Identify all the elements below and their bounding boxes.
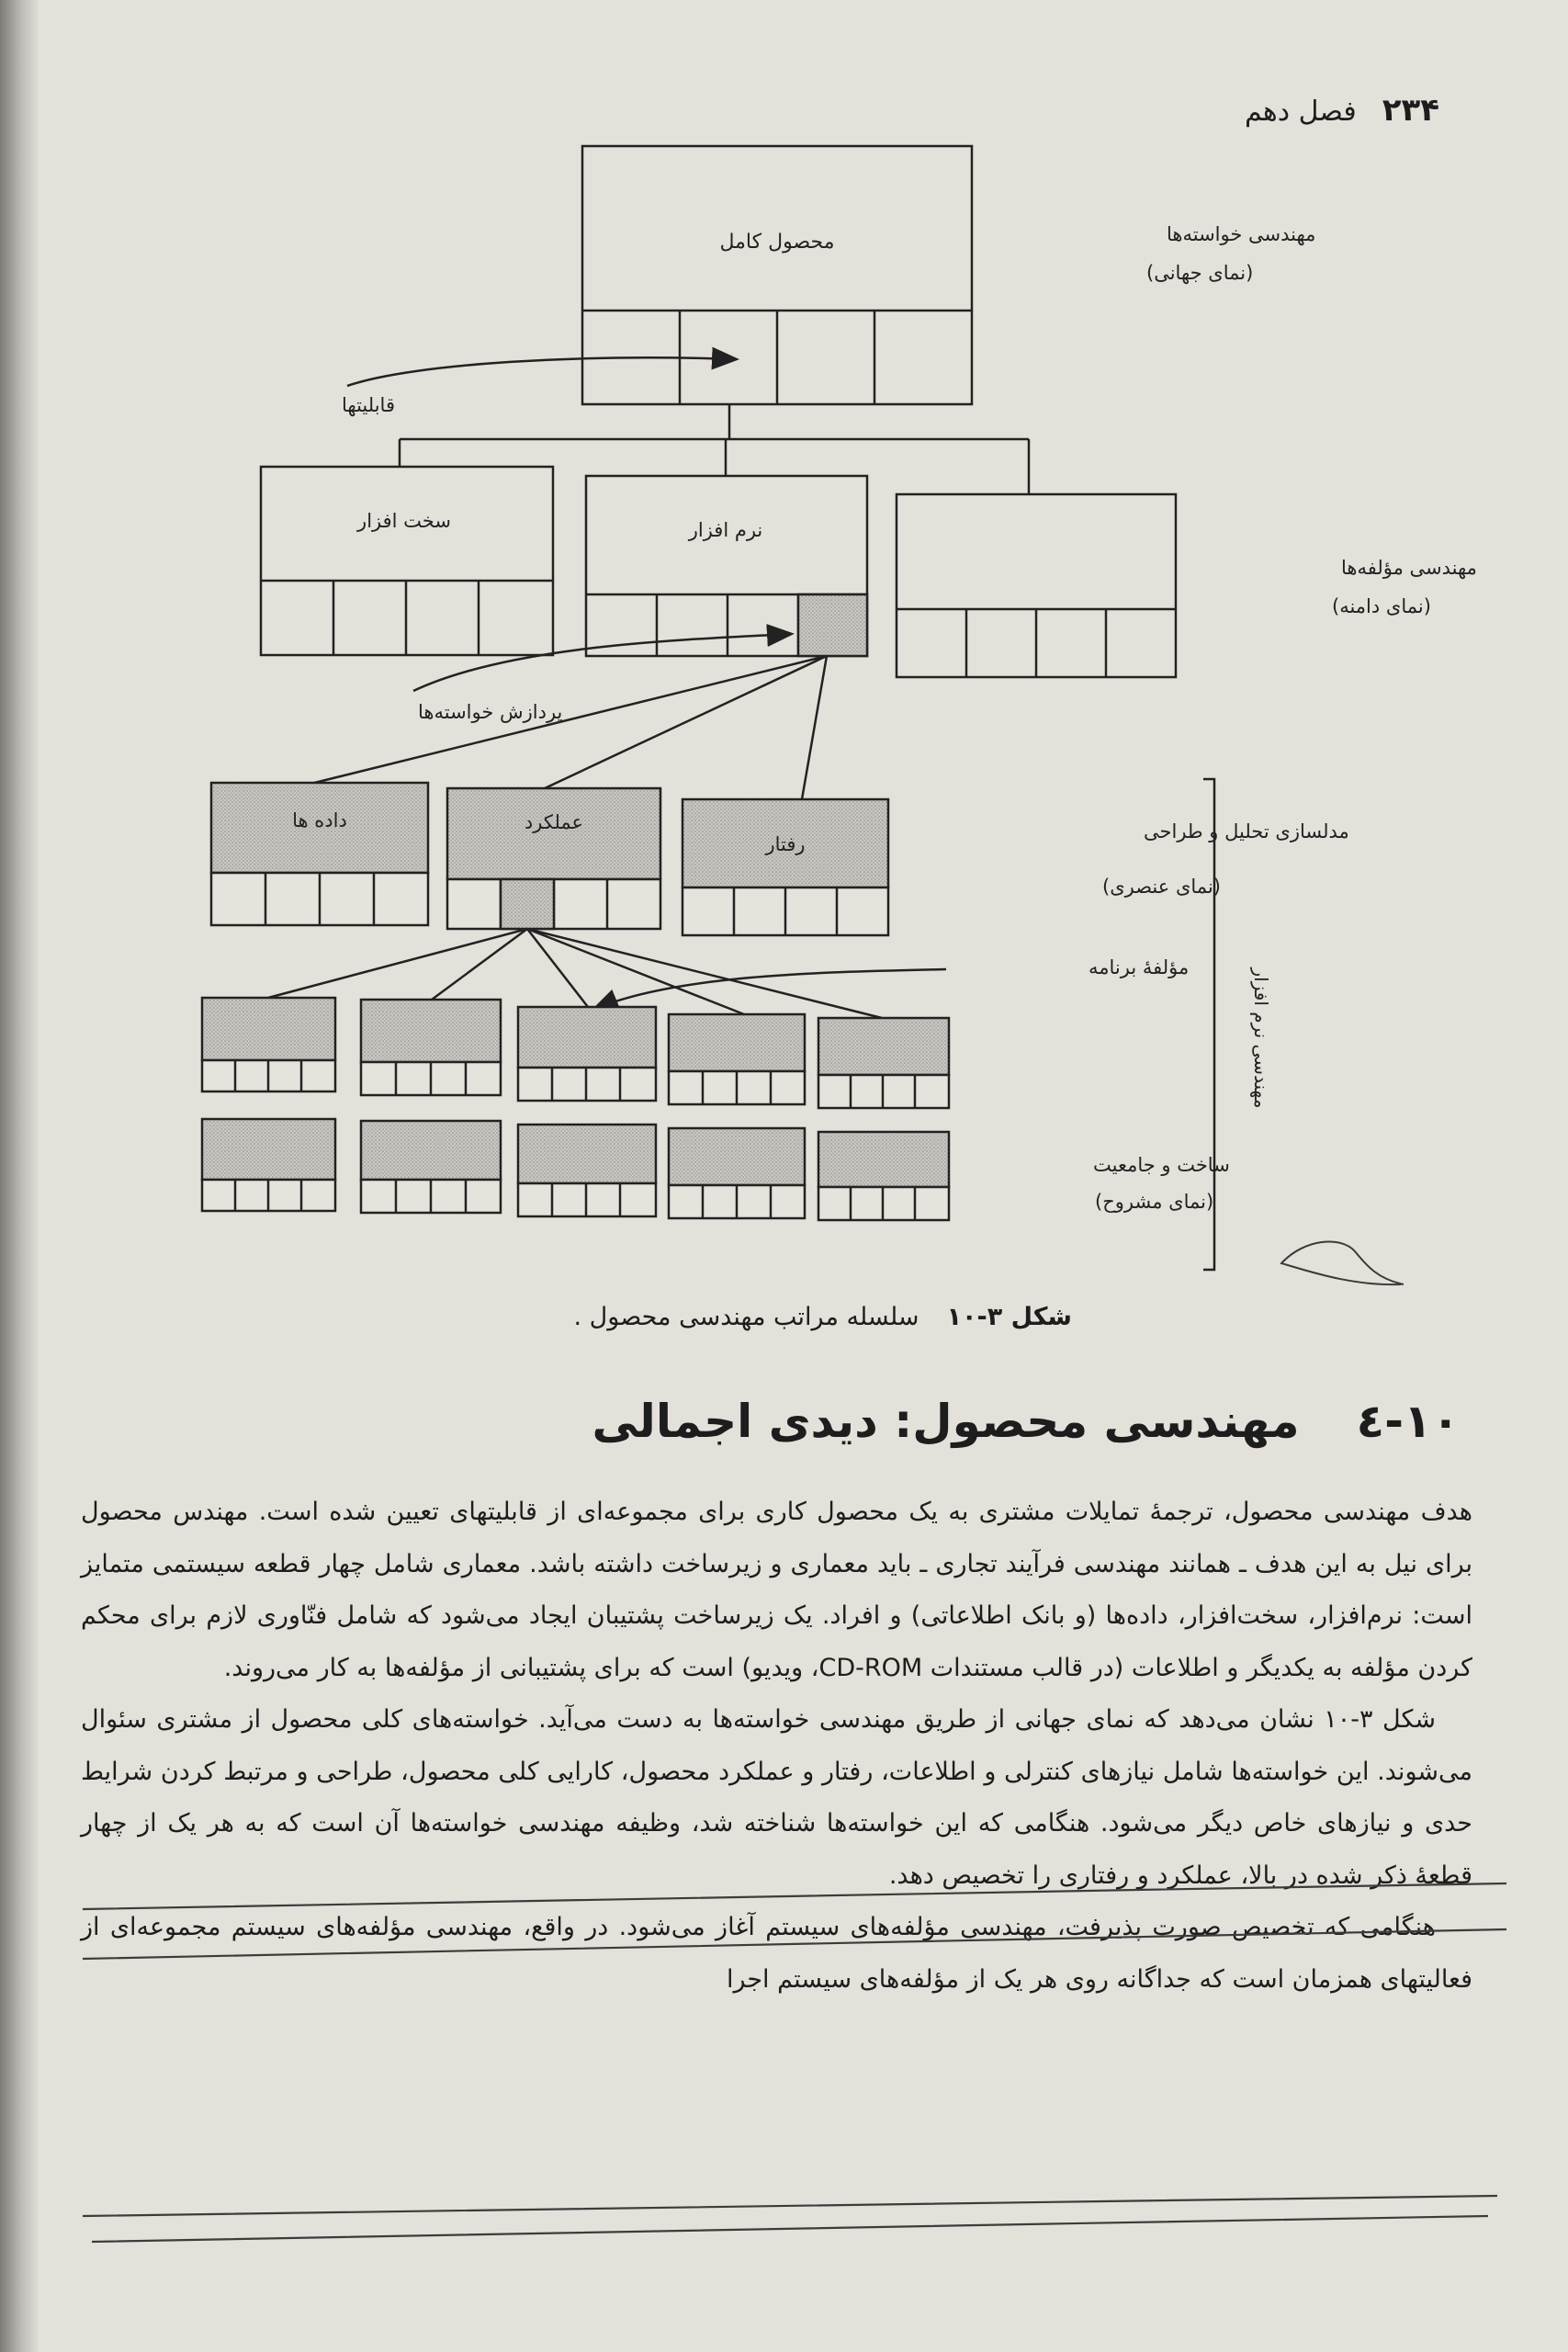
software-selected-cell <box>798 594 867 656</box>
figure-caption-text: سلسله مراتب مهندسی محصول . <box>573 1303 919 1331</box>
behavior-label: رفتار <box>765 833 806 855</box>
body-text <box>81 1487 1472 2006</box>
hardware-box <box>261 467 553 655</box>
component-box-r2-3 <box>518 1125 656 1216</box>
requirements-processing-label: پردازش خواسته‌ها <box>418 701 563 723</box>
element-view-label: (نمای عنصری) <box>1102 876 1221 898</box>
domain-view-label: (نمای دامنه) <box>1332 595 1431 617</box>
component-box-r1-3 <box>518 1007 656 1101</box>
third-component-box <box>897 494 1176 677</box>
capabilities-label: قابلیتها <box>342 394 395 416</box>
connector-level2-level3 <box>292 656 827 799</box>
data-box <box>211 783 428 925</box>
behavior-box <box>682 799 888 935</box>
figure-caption-label: شکل ۳-۱۰ <box>946 1303 1072 1331</box>
component-box-r1-2 <box>361 1000 501 1095</box>
section-title: مهندسی محصول: دیدی اجمالی <box>592 1395 1300 1448</box>
component-box-r2-4 <box>669 1128 805 1218</box>
capabilities-arrow <box>347 357 735 386</box>
software-label: نرم افزار <box>688 519 763 541</box>
data-label: داده ها <box>292 809 347 831</box>
component-box-r1-5 <box>818 1018 949 1108</box>
construction-label: ساخت و جامعیت <box>1093 1154 1230 1176</box>
complete-product-label: محصول کامل <box>719 231 835 254</box>
section-number: ۱۰-٤ <box>1356 1395 1460 1448</box>
component-box-r2-1 <box>202 1119 335 1211</box>
paragraph: هدف مهندسی محصول، ترجمهٔ تمایلات مشتری به یک محصول کاری برای مجموعه‌ای از قابلیتهای تعیین شده است. مهندس محصول برای نیل به این هدف ـ همانند مهندسی فرآیند تجاری ـ باید معماری و زیرساخت داشته باشد. معماری شامل چهار قطعه سیستمی متمایز است: نرم‌افزار، سخت‌افزار، داده‌ها (و بانک اطلاعاتی) و افراد. یک زیرساخت پشتیبان ایجاد می‌شود که شامل فنّاوری لازم برای محکم کردن مؤلفه به یکدیگر و اطلاعات (در قالب مستندات CD-ROM، ویدیو) است که برای پشتیبانی از مؤلفه‌ها به کار می‌روند. <box>81 1498 1472 1682</box>
component-box-r2-2 <box>361 1121 501 1213</box>
paragraph: شکل ۳-۱۰ نشان می‌دهد که نمای جهانی از طریق مهندسی خواسته‌ها به دست می‌آید. خواسته‌های کلی محصول از مشتری سئوال می‌شوند. این خواسته‌ها شامل نیازهای کنترلی و اطلاعات، رفتار و عملکرد محصول، کارایی کلی محصول، طراحی و مرتبط کردن شرایط حدی و نیازهای خاص دیگر می‌شود. هنگامی که این خواسته‌ها شناخته شد، وظیفه مهندسی خواسته‌ها آن است که به هر یک از چهار قطعهٔ ذکر شده در بالا، عملکرد و رفتاری را تخصیص دهد. <box>81 1705 1472 1890</box>
complete-product-box <box>582 146 972 404</box>
component-box-r1-1 <box>202 998 335 1091</box>
component-engineering-label: مهندسی مؤلفه‌ها <box>1341 557 1477 579</box>
program-component-label: مؤلفهٔ برنامه <box>1089 956 1190 978</box>
paragraph: هنگامی که تخصیص صورت پذیرفت، مهندسی مؤلفه‌های سیستم آغاز می‌شود. در واقع، مهندسی مؤلفه‌های سیستم مجموعه‌ای از فعالیتهای همزمان است که جداگانه روی هر یک از مؤلفه‌های سیستم اجرا <box>81 1913 1472 1994</box>
requirements-engineering-label: مهندسی خواسته‌ها <box>1167 223 1316 245</box>
world-view-label: (نمای جهانی) <box>1146 262 1254 284</box>
figure-caption <box>573 1303 1072 1331</box>
analysis-design-label: مدلسازی تحلیل و طراحی <box>1144 820 1349 842</box>
page-number: ۲۳۴ <box>1382 92 1439 129</box>
function-label: عملکرد <box>524 811 584 833</box>
software-engineering-label: مهندسی نرم افزار <box>1250 967 1272 1109</box>
hardware-label: سخت افزار <box>357 510 451 532</box>
connector-level1-level2 <box>400 404 1029 494</box>
section-heading <box>592 1395 1460 1448</box>
component-box-r2-5 <box>818 1132 949 1220</box>
function-selected-cell <box>501 879 554 929</box>
requirements-processing-arrow <box>413 634 790 691</box>
chapter-title: فصل دهم <box>1244 96 1357 128</box>
detailed-view-label: (نمای مشروح) <box>1095 1191 1214 1213</box>
component-box-r1-4 <box>669 1014 805 1104</box>
